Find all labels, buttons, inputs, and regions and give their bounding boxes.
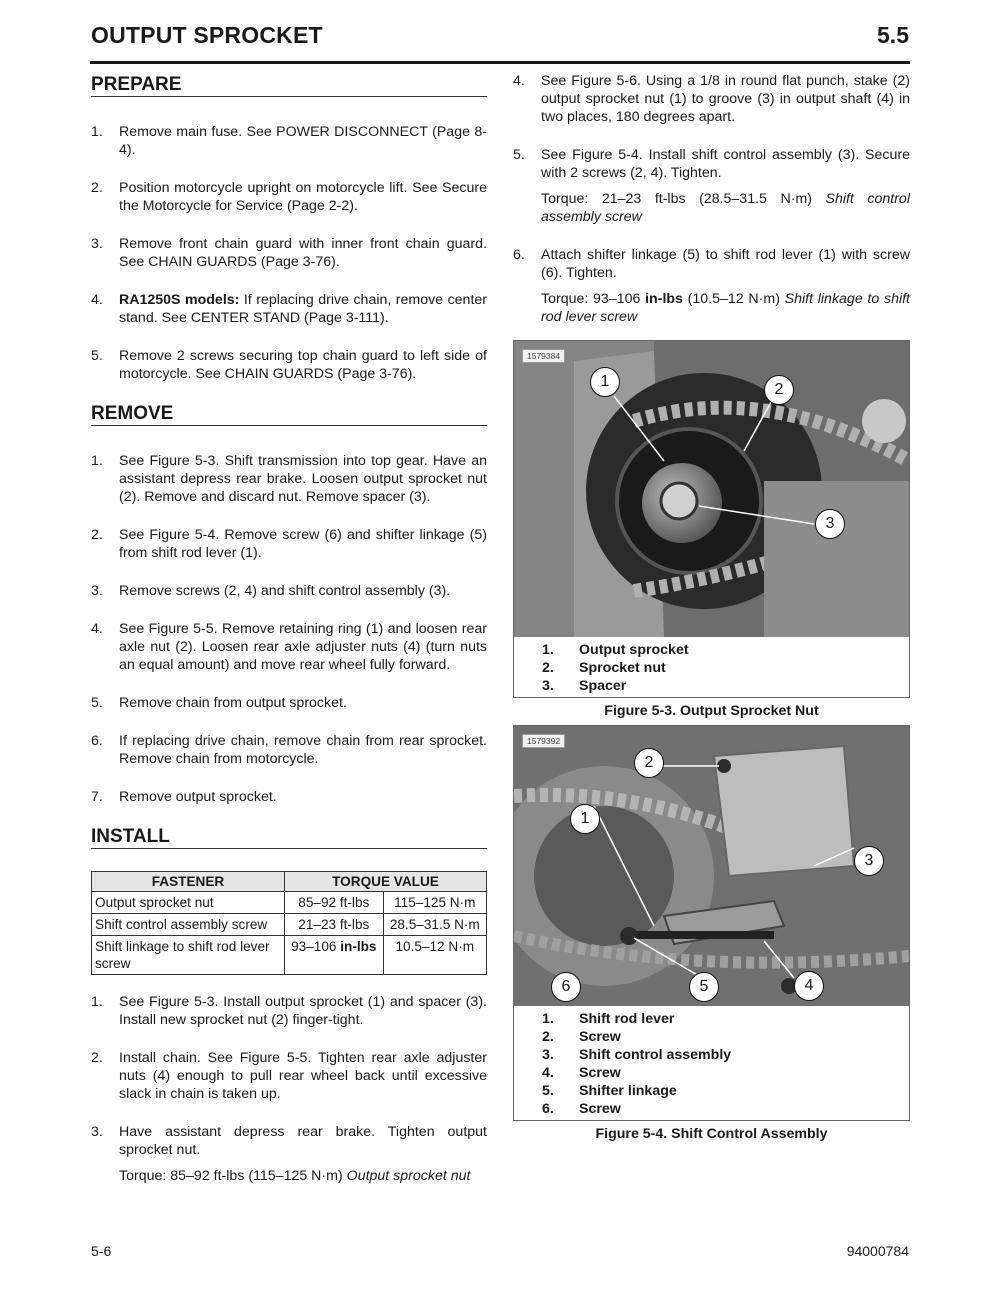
callout: 2 [634,748,664,778]
list-item [91,123,487,159]
document-number: 94000784 [846,1243,909,1259]
legend-number: 3. [542,1047,554,1063]
torque-value: Torque: 93–106 [541,291,646,307]
torque-value: Torque: 21–23 ft-lbs (28.5–31.5 N·m) [541,191,826,207]
figure-caption: Figure 5-4. Shift Control Assembly [595,1126,828,1142]
figure-legend [514,1006,909,1120]
shift-control-illustration [514,726,909,1006]
install-heading: INSTALL [91,826,487,849]
figure-shift-control [513,725,910,1121]
step-text [541,146,910,226]
list-item [91,347,487,383]
list-item [513,72,910,126]
image-id: 1579384 [522,349,565,363]
step-number: 2. [91,180,103,196]
list-item [91,452,487,506]
step-text: Remove chain from output sprocket. [119,695,347,711]
page-title: OUTPUT SPROCKET [91,22,323,48]
callout: 2 [764,375,794,405]
step-number: 5. [91,695,103,711]
torque-number: 93–106 [291,939,341,954]
step-number: 7. [91,789,103,805]
list-item [91,620,487,674]
step-text: Remove main fuse. See POWER DISCONNECT (Page 8-4). [119,124,487,158]
figure-legend [514,637,909,697]
step-text: Install chain. See Figure 5-5. Tighten rear axle adjuster nuts (4) enough to pull rear wheel back until excessive slack in chain is taken up. [119,1050,487,1102]
step-text: See Figure 5-6. Using a 1/8 in round flat punch, stake (2) output sprocket nut (1) to groove (3) in output shaft (4) in two places, 180 degrees apart. [541,73,910,125]
step-text [541,246,910,326]
torque-unit: in-lbs [340,939,377,954]
step-text: See Figure 5-3. Install output sprocket (1) and spacer (3). Install new sprocket nut (2) finger-tight. [119,994,487,1028]
table-cell: 21–23 ft-lbs [285,914,384,936]
legend-label: Shift rod lever [579,1011,675,1027]
image-id: 1579392 [522,734,565,748]
figure-caption: Figure 5-3. Output Sprocket Nut [604,703,819,719]
callout: 3 [854,846,884,876]
list-item [91,235,487,271]
step-text: Remove output sprocket. [119,789,277,805]
legend-number: 2. [542,660,554,676]
torque-spec [541,190,910,226]
list-item [91,694,487,712]
prepare-steps [91,123,487,383]
shift-control-photo [514,726,909,1006]
legend-number: 1. [542,1011,554,1027]
list-item [513,146,910,226]
step-text: Position motorcycle upright on motorcycle lift. See Secure the Motorcycle for Service (Page 2-2). [119,180,487,214]
list-item [91,582,487,600]
step-number: 3. [91,583,103,599]
figure-output-sprocket [513,340,910,698]
step-number: 5. [91,348,103,364]
step-number: 2. [91,1050,103,1066]
torque-fastener: Shift linkage to shift rod lever screw [541,291,910,325]
legend-label: Shifter linkage [579,1083,677,1099]
legend-label: Output sprocket [579,642,689,658]
step-text [119,291,487,327]
table-cell: Shift linkage to shift rod lever screw [92,936,285,975]
callout: 4 [794,971,824,1001]
callout: 3 [815,509,845,539]
table-cell [285,936,384,975]
legend-item [542,677,909,695]
torque-fastener: Shift control assembly screw [541,191,910,225]
legend-item [542,1082,909,1100]
step-text [119,1123,487,1185]
step-number: 3. [91,236,103,252]
table-header-row [92,872,487,892]
list-item [91,291,487,327]
sprocket-illustration [514,341,909,637]
install-steps [91,993,487,1185]
legend-item [542,1064,909,1082]
step-text: See Figure 5-3. Shift transmission into top gear. Have an assistant depress rear brake. Loosen output sprocket nut (2). Remove and discard nut. Remove spacer (3). [119,453,487,505]
table-cell: Shift control assembly screw [92,914,285,936]
list-item [513,246,910,326]
step-text: Remove front chain guard with inner front chain guard. See CHAIN GUARDS (Page 3-76). [119,236,487,270]
legend-number: 5. [542,1083,554,1099]
legend-number: 4. [542,1065,554,1081]
remove-steps [91,452,487,806]
torque-spec [119,1167,487,1185]
step-text: Remove 2 screws securing top chain guard to left side of motorcycle. See CHAIN GUARDS (Page 3-76). [119,348,487,382]
step-number: 4. [91,621,103,637]
legend-label: Spacer [579,678,627,694]
step-number: 3. [91,1124,103,1140]
step-number: 2. [91,527,103,543]
step-text-body: Have assistant depress rear brake. Tighten output sprocket nut. [119,1124,487,1158]
legend-item [542,641,909,659]
callout: 5 [689,972,719,1002]
callout: 1 [570,804,600,834]
section-number: 5.5 [877,22,909,48]
step-text: See Figure 5-4. Remove screw (6) and shifter linkage (5) from shift rod lever (1). [119,527,487,561]
step-number: 4. [91,292,103,308]
header-rule [90,61,910,64]
list-item [91,179,487,215]
page-number: 5-6 [91,1243,112,1259]
legend-item [542,1028,909,1046]
legend-label: Shift control assembly [579,1047,732,1063]
torque-spec [541,290,910,326]
model-label: RA1250S models: [119,292,240,308]
table-cell: 85–92 ft-lbs [285,892,384,914]
step-text: See Figure 5-5. Remove retaining ring (1) and loosen rear axle nut (2). Loosen rear axle adjuster nuts (4) (turn nuts an equal amount) and move rear wheel fully forward. [119,621,487,673]
list-item [91,1123,487,1185]
torque-fastener: Output sprocket nut [346,1168,471,1184]
legend-item [542,659,909,677]
callout: 1 [590,367,620,397]
step-number: 1. [91,124,103,140]
table-cell: 115–125 N·m [383,892,486,914]
legend-label: Screw [579,1029,621,1045]
step-number: 4. [513,73,525,89]
table-row [92,914,487,936]
column-header: FASTENER [92,872,285,892]
legend-number: 1. [542,642,554,658]
step-number: 6. [91,733,103,749]
list-item [91,732,487,768]
step-text-body: Attach shifter linkage (5) to shift rod lever (1) with screw (6). Tighten. [541,247,910,281]
step-number: 1. [91,453,103,469]
list-item [91,788,487,806]
torque-table [91,871,487,975]
step-text: Remove screws (2, 4) and shift control assembly (3). [119,583,451,599]
right-column [513,72,910,1156]
step-number: 1. [91,994,103,1010]
table-row [92,936,487,975]
remove-heading: REMOVE [91,403,487,426]
list-item [91,1049,487,1103]
table-cell: 28.5–31.5 N·m [383,914,486,936]
callout: 6 [551,972,581,1002]
legend-item [542,1100,909,1118]
list-item [91,993,487,1029]
torque-unit: in-lbs [645,291,683,307]
table-cell: 10.5–12 N·m [383,936,486,975]
step-text: If replacing drive chain, remove chain from rear sprocket. Remove chain from motorcycle. [119,733,487,767]
list-item [91,526,487,562]
table-cell: Output sprocket nut [92,892,285,914]
step-text-body: See Figure 5-4. Install shift control assembly (3). Secure with 2 screws (2, 4). Tighten. [541,147,910,181]
legend-number: 2. [542,1029,554,1045]
legend-label: Screw [579,1065,621,1081]
sprocket-photo [514,341,909,637]
step-number: 6. [513,247,525,263]
left-column [91,72,487,1205]
step-text-body: If replacing drive chain, remove center stand. See CENTER STAND (Page 3-111). [119,292,487,326]
legend-item [542,1046,909,1064]
torque-metric: (10.5–12 N·m) [682,291,785,307]
step-number: 5. [513,147,525,163]
legend-number: 6. [542,1101,554,1117]
torque-value: Torque: 85–92 ft-lbs (115–125 N·m) [119,1168,347,1184]
table-row [92,892,487,914]
legend-label: Screw [579,1101,621,1117]
legend-number: 3. [542,678,554,694]
legend-label: Sprocket nut [579,660,666,676]
legend-item [542,1010,909,1028]
prepare-heading: PREPARE [91,74,487,97]
column-header: TORQUE VALUE [285,872,487,892]
